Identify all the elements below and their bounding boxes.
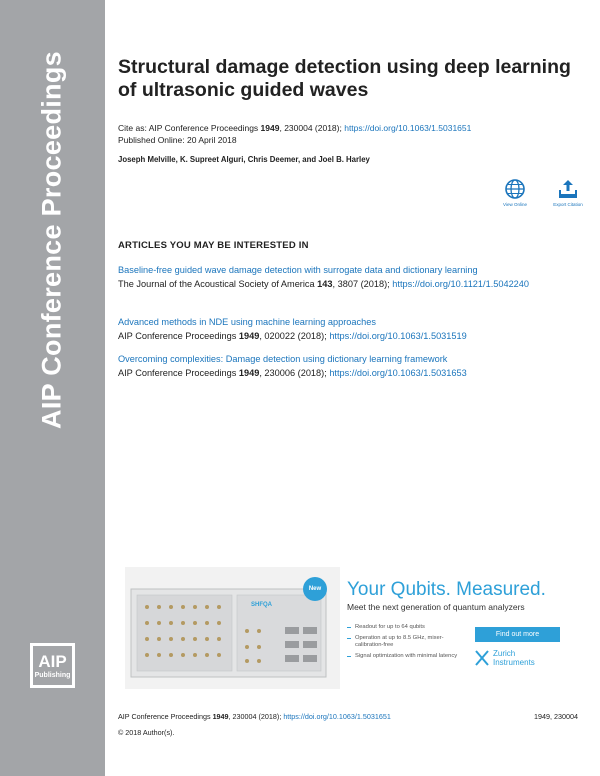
globe-icon xyxy=(504,178,526,200)
find-out-more-button[interactable]: Find out more xyxy=(475,627,560,642)
logo-main-text: AIP xyxy=(38,652,67,671)
article-pages: , 230006 (2018); xyxy=(259,367,330,378)
ad-headline: Your Qubits. Measured. xyxy=(347,579,546,600)
related-article xyxy=(118,264,578,291)
footer-page-id: 1949, 230004 xyxy=(534,712,578,721)
ad-feature-item: Readout for up to 64 qubits xyxy=(347,624,460,631)
related-article-title[interactable]: Advanced methods in NDE using machine learning approaches xyxy=(118,317,376,327)
aip-publishing-logo[interactable] xyxy=(30,643,75,688)
article-volume: 1949 xyxy=(238,367,260,378)
ad-brand-name xyxy=(493,649,535,667)
sidebar-journal-title: AIP Conference Proceedings xyxy=(36,51,67,429)
ad-feature-item: Operation at up to 8.5 GHz, mixer-calibration-free xyxy=(347,635,460,649)
article-pages: , 020022 (2018); xyxy=(259,330,330,341)
journal-sidebar xyxy=(0,0,105,776)
cite-volume: 1949 xyxy=(260,123,280,133)
author-list: Joseph Melville, K. Supreet Alguri, Chris Deemer, and Joel B. Harley xyxy=(118,155,370,164)
related-article-title[interactable]: Overcoming complexities: Damage detection using dictionary learning framework xyxy=(118,354,448,364)
zurich-instruments-logo-icon xyxy=(475,650,489,666)
ad-device-label: SHFQA xyxy=(251,602,272,608)
related-article-citation xyxy=(118,278,578,292)
advertisement-banner[interactable] xyxy=(125,567,573,689)
citation-block xyxy=(118,122,471,146)
export-citation-label: Export Citation xyxy=(553,202,583,207)
article-volume: 143 xyxy=(317,278,333,289)
article-doi-link[interactable]: https://doi.org/10.1063/1.5031519 xyxy=(329,330,467,341)
ad-feature-item: Signal optimization with minimal latency xyxy=(347,653,460,660)
export-icon xyxy=(557,178,579,200)
related-article-citation xyxy=(118,367,578,381)
article-pages: , 3807 (2018); xyxy=(332,278,393,289)
cite-doi-link[interactable]: https://doi.org/10.1063/1.5031651 xyxy=(344,123,472,133)
related-articles-heading: ARTICLES YOU MAY BE INTERESTED IN xyxy=(118,240,309,251)
article-journal: AIP Conference Proceedings xyxy=(118,367,239,378)
article-doi-link[interactable]: https://doi.org/10.1121/1.5042240 xyxy=(392,278,530,289)
ad-subline: Meet the next generation of quantum analyzers xyxy=(347,602,525,612)
published-date: Published Online: 20 April 2018 xyxy=(118,135,237,145)
footer-cite-volume: 1949 xyxy=(212,712,229,721)
related-article xyxy=(118,316,578,343)
cite-suffix: , 230004 (2018); xyxy=(279,123,345,133)
article-journal: The Journal of the Acoustical Society of America xyxy=(118,278,318,289)
ad-feature-list xyxy=(347,624,460,664)
ad-brand-line1: Zurich xyxy=(493,649,516,658)
view-online-label: View Online xyxy=(503,202,527,207)
page-footer xyxy=(118,712,578,721)
article-doi-link[interactable]: https://doi.org/10.1063/1.5031653 xyxy=(329,367,467,378)
article-journal: AIP Conference Proceedings xyxy=(118,330,239,341)
related-article-citation xyxy=(118,330,578,344)
footer-cite-prefix: AIP Conference Proceedings xyxy=(118,712,213,721)
paper-title: Structural damage detection using deep learning of ultrasonic guided waves xyxy=(118,56,571,101)
related-article-title[interactable]: Baseline-free guided wave damage detection with surrogate data and dictionary learning xyxy=(118,265,478,275)
cite-as-line xyxy=(118,122,471,134)
cite-prefix: Cite as: AIP Conference Proceedings xyxy=(118,123,261,133)
ad-brand-line2: Instruments xyxy=(493,658,535,667)
ad-new-badge: New xyxy=(303,577,327,601)
footer-cite-suffix: , 230004 (2018); xyxy=(228,712,284,721)
footer-doi-link[interactable]: https://doi.org/10.1063/1.5031651 xyxy=(283,712,391,721)
logo-sub-text: Publishing xyxy=(34,672,71,679)
copyright-notice: © 2018 Author(s). xyxy=(118,728,175,737)
related-article xyxy=(118,353,578,380)
article-volume: 1949 xyxy=(238,330,260,341)
view-online-button[interactable] xyxy=(497,178,533,207)
export-citation-button[interactable] xyxy=(548,178,588,207)
